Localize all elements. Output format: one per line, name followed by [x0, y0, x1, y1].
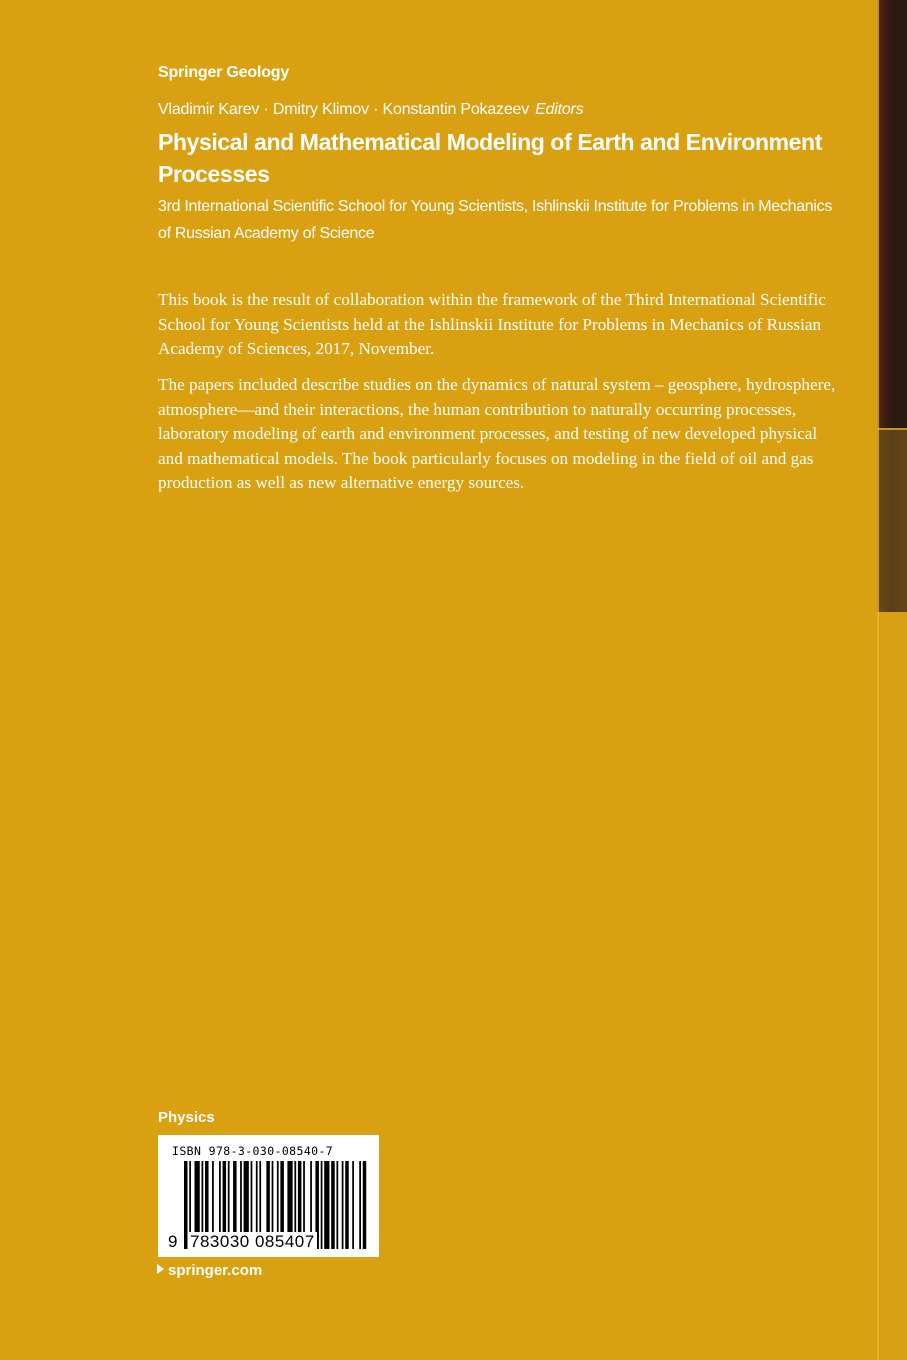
subject-category: Physics: [158, 1109, 215, 1126]
arrow-icon: [157, 1264, 164, 1274]
series-name: Springer Geology: [158, 64, 290, 81]
spine-image-dark: [877, 0, 907, 428]
spine-image-mid: [877, 428, 907, 612]
barcode-first-digit: 9: [168, 1232, 178, 1251]
isbn-label: ISBN 978-3-030-08540-7: [172, 1144, 334, 1158]
book-subtitle: 3rd International Scientific School for Young Scientists, Ishlinskii Institute for Problems in Mechanics of Russian Academy of Science: [158, 198, 833, 242]
publisher-url[interactable]: [157, 1262, 262, 1279]
editor-names: Vladimir Karev · Dmitry Klimov · Konstantin Pokazeev: [158, 101, 530, 118]
barcode-digits: 783030 085407: [190, 1232, 315, 1251]
editors-label: Editors: [535, 101, 584, 118]
book-title: Physical and Mathematical Modeling of Earth and Environment Processes: [158, 129, 822, 187]
description-paragraph-2: The papers included describe studies on the dynamics of natural system – geosphere, hydrosphere, atmosphere—and their interactions, the human contribution to naturally occurring processes, laboratory modeling of earth and environment processes, and testing of new developed physical and mathematical models. The book particularly focuses on modeling in the field of oil and gas production as well as new alternative energy sources.: [158, 375, 836, 492]
isbn-barcode: [158, 1135, 379, 1257]
editors-line: [158, 101, 583, 119]
publisher-url-text: springer.com: [168, 1262, 263, 1279]
spine-edge-line: [877, 0, 879, 1360]
description-paragraph-1: This book is the result of collaboration within the framework of the Third International Scientific School for Young Scientists held at the Ishlinskii Institute for Problems in Mechanics of Russian Academy of Sciences, 2017, November.: [158, 290, 826, 358]
